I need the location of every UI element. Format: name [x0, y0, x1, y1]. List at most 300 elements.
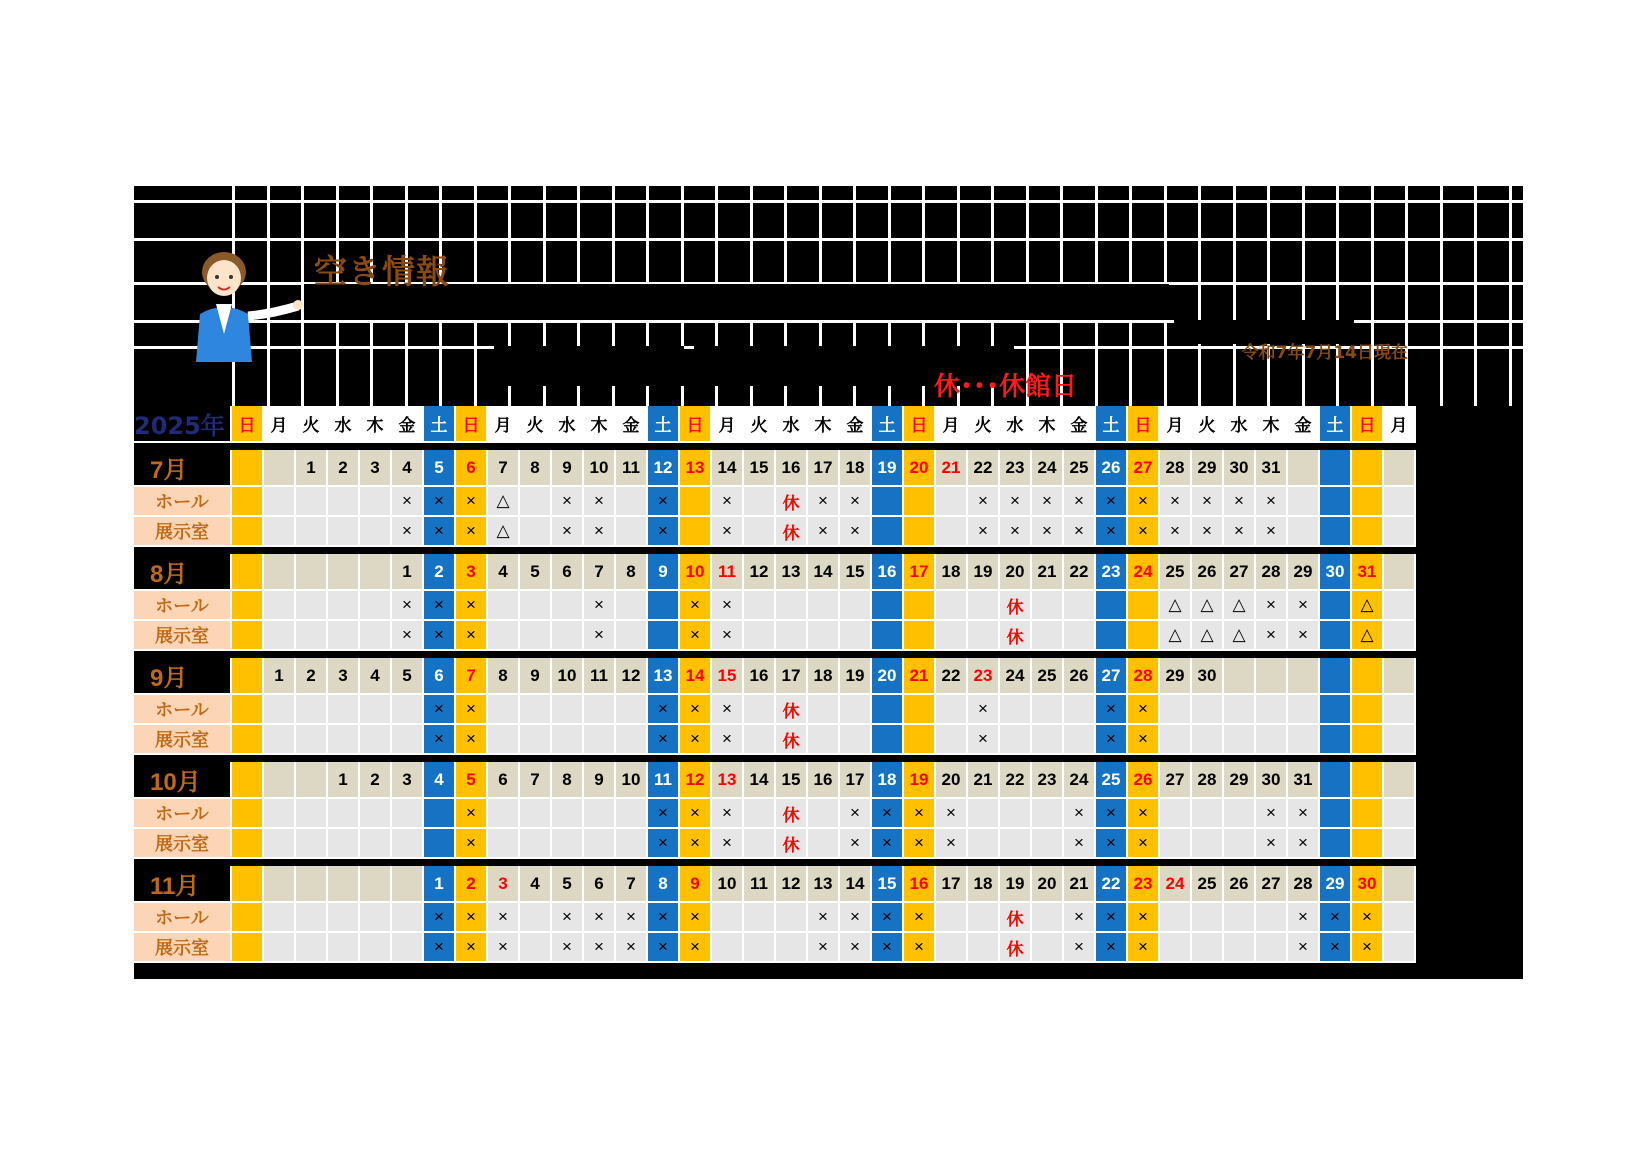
- date-cell: 23: [1128, 866, 1160, 903]
- availability-cell: △: [488, 487, 520, 517]
- availability-cell: ×: [1256, 591, 1288, 621]
- availability-cell: [936, 725, 968, 755]
- date-cell: 21: [936, 450, 968, 487]
- weekday-header: 月: [1384, 406, 1416, 443]
- availability-cell: ×: [584, 933, 616, 963]
- date-cell: 19: [968, 554, 1000, 591]
- date-cell: 30: [1256, 762, 1288, 799]
- availability-cell: ×: [904, 933, 936, 963]
- date-cell: [1352, 762, 1384, 799]
- availability-cell: [808, 829, 840, 859]
- month-label: 11月: [134, 866, 232, 903]
- staff-illustration: [186, 244, 306, 364]
- availability-cell: △: [1352, 621, 1384, 651]
- date-cell: 9: [552, 450, 584, 487]
- month-date-row: [134, 762, 1416, 799]
- date-cell: 18: [808, 658, 840, 695]
- availability-cell: ×: [1352, 903, 1384, 933]
- hall-row-label: ホール: [134, 903, 232, 933]
- date-cell: 22: [1096, 866, 1128, 903]
- availability-cell: [520, 695, 552, 725]
- availability-cell: ×: [1064, 829, 1096, 859]
- availability-cell: [808, 695, 840, 725]
- date-cell: 15: [840, 554, 872, 591]
- availability-cell: ×: [648, 933, 680, 963]
- availability-cell: [744, 591, 776, 621]
- date-cell: 31: [1352, 554, 1384, 591]
- date-cell: [1288, 658, 1320, 695]
- date-cell: [328, 866, 360, 903]
- month-label: 7月: [134, 450, 232, 487]
- availability-cell: [1384, 487, 1416, 517]
- availability-cell: [904, 517, 936, 547]
- availability-cell: ×: [968, 517, 1000, 547]
- month-date-row: [134, 658, 1416, 695]
- month-separator: [134, 859, 1416, 866]
- date-cell: 24: [1160, 866, 1192, 903]
- availability-cell: ×: [680, 695, 712, 725]
- weekday-header: 金: [392, 406, 424, 443]
- availability-cell: [744, 933, 776, 963]
- availability-cell: [1288, 487, 1320, 517]
- availability-cell: ×: [712, 695, 744, 725]
- availability-cell: [1384, 903, 1416, 933]
- date-cell: 17: [776, 658, 808, 695]
- date-cell: 3: [456, 554, 488, 591]
- availability-cell: [1160, 933, 1192, 963]
- availability-cell: ×: [616, 903, 648, 933]
- availability-cell: [488, 829, 520, 859]
- availability-cell: [1384, 517, 1416, 547]
- exhibit-row-label: 展示室: [134, 933, 232, 963]
- availability-cell: [808, 799, 840, 829]
- availability-cell: [392, 933, 424, 963]
- weekday-header: 土: [648, 406, 680, 443]
- availability-cell: [712, 933, 744, 963]
- availability-cell: [328, 933, 360, 963]
- availability-cell: [648, 621, 680, 651]
- availability-cell: [296, 799, 328, 829]
- availability-cell: [968, 799, 1000, 829]
- availability-cell: 休: [776, 487, 808, 517]
- date-cell: 9: [680, 866, 712, 903]
- availability-cell: [1128, 591, 1160, 621]
- availability-cell: [1352, 517, 1384, 547]
- availability-cell: ×: [1256, 621, 1288, 651]
- availability-cell: ×: [1288, 621, 1320, 651]
- date-cell: 5: [424, 450, 456, 487]
- separator-cell: [134, 547, 1416, 554]
- availability-cell: [488, 799, 520, 829]
- availability-cell: [232, 933, 264, 963]
- availability-cell: [744, 487, 776, 517]
- hall-row-label: ホール: [134, 487, 232, 517]
- availability-cell: ×: [456, 517, 488, 547]
- date-cell: 8: [520, 450, 552, 487]
- availability-cell: [872, 621, 904, 651]
- availability-cell: [328, 621, 360, 651]
- availability-cell: ×: [392, 487, 424, 517]
- weekday-header: 水: [1224, 406, 1256, 443]
- date-cell: 4: [424, 762, 456, 799]
- availability-cell: [936, 517, 968, 547]
- availability-cell: [1032, 933, 1064, 963]
- date-cell: 29: [1320, 866, 1352, 903]
- date-cell: 1: [296, 450, 328, 487]
- hall-availability-row: [134, 695, 1416, 725]
- availability-cell: [328, 487, 360, 517]
- date-cell: 9: [520, 658, 552, 695]
- availability-cell: [1320, 621, 1352, 651]
- date-cell: 16: [744, 658, 776, 695]
- date-cell: 21: [904, 658, 936, 695]
- date-cell: [360, 554, 392, 591]
- availability-cell: [968, 829, 1000, 859]
- date-cell: [1256, 658, 1288, 695]
- availability-cell: [1064, 591, 1096, 621]
- availability-cell: [616, 725, 648, 755]
- availability-cell: [264, 933, 296, 963]
- availability-cell: [840, 695, 872, 725]
- availability-cell: [1032, 621, 1064, 651]
- availability-cell: ×: [424, 487, 456, 517]
- availability-cell: [264, 695, 296, 725]
- date-cell: 4: [392, 450, 424, 487]
- availability-cell: [680, 487, 712, 517]
- availability-cell: [520, 725, 552, 755]
- availability-cell: [520, 517, 552, 547]
- availability-cell: [488, 621, 520, 651]
- availability-cell: 休: [776, 725, 808, 755]
- availability-cell: ×: [1128, 517, 1160, 547]
- availability-cell: [296, 695, 328, 725]
- availability-cell: ×: [1096, 695, 1128, 725]
- weekday-header: 水: [328, 406, 360, 443]
- availability-cell: ×: [904, 829, 936, 859]
- availability-cell: ×: [1128, 799, 1160, 829]
- availability-cell: 休: [1000, 933, 1032, 963]
- date-cell: 15: [776, 762, 808, 799]
- availability-cell: [232, 799, 264, 829]
- availability-cell: 休: [776, 829, 808, 859]
- availability-cell: ×: [808, 487, 840, 517]
- availability-cell: ×: [1032, 487, 1064, 517]
- date-cell: 18: [968, 866, 1000, 903]
- availability-cell: ×: [1096, 517, 1128, 547]
- exhibit-row-label: 展示室: [134, 725, 232, 755]
- weekday-header: 火: [296, 406, 328, 443]
- date-cell: 14: [808, 554, 840, 591]
- date-cell: 24: [1128, 554, 1160, 591]
- availability-cell: [872, 517, 904, 547]
- date-cell: [232, 450, 264, 487]
- availability-cell: [1320, 725, 1352, 755]
- date-cell: 5: [552, 866, 584, 903]
- date-cell: 1: [328, 762, 360, 799]
- availability-cell: [552, 725, 584, 755]
- availability-cell: [360, 621, 392, 651]
- availability-cell: [584, 725, 616, 755]
- availability-cell: [552, 829, 584, 859]
- date-cell: 13: [776, 554, 808, 591]
- availability-cell: [776, 903, 808, 933]
- availability-cell: ×: [872, 799, 904, 829]
- availability-cell: ×: [936, 829, 968, 859]
- date-cell: 31: [1256, 450, 1288, 487]
- date-cell: [264, 450, 296, 487]
- availability-cell: [264, 799, 296, 829]
- availability-cell: [936, 591, 968, 621]
- availability-cell: [264, 829, 296, 859]
- availability-cell: ×: [1320, 903, 1352, 933]
- availability-cell: ×: [648, 903, 680, 933]
- availability-cell: [1096, 591, 1128, 621]
- separator-cell: [134, 651, 1416, 658]
- date-cell: 17: [936, 866, 968, 903]
- availability-cell: ×: [968, 487, 1000, 517]
- date-cell: 29: [1192, 450, 1224, 487]
- availability-cell: ×: [584, 517, 616, 547]
- availability-cell: [360, 487, 392, 517]
- availability-cell: ×: [1096, 903, 1128, 933]
- availability-cell: [1256, 695, 1288, 725]
- availability-cell: [616, 621, 648, 651]
- date-cell: 24: [1032, 450, 1064, 487]
- availability-cell: ×: [1288, 799, 1320, 829]
- hall-availability-row: [134, 591, 1416, 621]
- date-cell: 14: [744, 762, 776, 799]
- availability-cell: [1320, 487, 1352, 517]
- date-cell: [264, 866, 296, 903]
- date-cell: 2: [456, 866, 488, 903]
- availability-cell: [296, 829, 328, 859]
- availability-cell: [1352, 487, 1384, 517]
- availability-cell: [360, 829, 392, 859]
- date-cell: 20: [936, 762, 968, 799]
- date-cell: [1384, 554, 1416, 591]
- month-separator: [134, 443, 1416, 450]
- availability-cell: [488, 725, 520, 755]
- date-cell: 1: [424, 866, 456, 903]
- date-cell: 16: [872, 554, 904, 591]
- availability-cell: ×: [1160, 487, 1192, 517]
- date-cell: 2: [360, 762, 392, 799]
- availability-cell: [1288, 695, 1320, 725]
- exhibit-availability-row: [134, 933, 1416, 963]
- date-cell: 2: [424, 554, 456, 591]
- date-cell: 30: [1352, 866, 1384, 903]
- availability-cell: [232, 695, 264, 725]
- date-cell: 28: [1160, 450, 1192, 487]
- availability-cell: [936, 695, 968, 725]
- date-cell: 26: [1064, 658, 1096, 695]
- availability-cell: 休: [776, 799, 808, 829]
- date-cell: 22: [968, 450, 1000, 487]
- separator-cell: [134, 443, 1416, 450]
- weekday-header: 土: [1320, 406, 1352, 443]
- weekday-header: 木: [584, 406, 616, 443]
- date-cell: 7: [616, 866, 648, 903]
- availability-cell: [1384, 695, 1416, 725]
- availability-cell: ×: [552, 517, 584, 547]
- exhibit-row-label: 展示室: [134, 621, 232, 651]
- availability-cell: [744, 799, 776, 829]
- availability-cell: [1224, 903, 1256, 933]
- availability-cell: [328, 903, 360, 933]
- date-cell: 12: [680, 762, 712, 799]
- availability-cell: 休: [1000, 591, 1032, 621]
- availability-cell: [1384, 621, 1416, 651]
- availability-cell: ×: [552, 903, 584, 933]
- availability-cell: [1160, 799, 1192, 829]
- availability-cell: [840, 591, 872, 621]
- date-cell: 26: [1096, 450, 1128, 487]
- separator-cell: [134, 859, 1416, 866]
- availability-cell: [584, 799, 616, 829]
- hall-row-label: ホール: [134, 799, 232, 829]
- availability-cell: [424, 799, 456, 829]
- date-cell: 8: [488, 658, 520, 695]
- availability-cell: [552, 695, 584, 725]
- availability-cell: ×: [712, 725, 744, 755]
- date-cell: 29: [1224, 762, 1256, 799]
- date-cell: [1224, 658, 1256, 695]
- date-cell: 9: [648, 554, 680, 591]
- availability-cell: ×: [456, 829, 488, 859]
- availability-cell: [904, 487, 936, 517]
- availability-cell: [1384, 591, 1416, 621]
- date-cell: 14: [712, 450, 744, 487]
- date-cell: [232, 866, 264, 903]
- hall-row-label: ホール: [134, 695, 232, 725]
- availability-cell: ×: [584, 903, 616, 933]
- separator-cell: [134, 755, 1416, 762]
- availability-cell: ×: [808, 517, 840, 547]
- date-cell: 17: [904, 554, 936, 591]
- availability-cell: ×: [424, 933, 456, 963]
- availability-cell: ×: [968, 725, 1000, 755]
- date-cell: 31: [1288, 762, 1320, 799]
- date-cell: [232, 554, 264, 591]
- date-cell: [232, 658, 264, 695]
- availability-cell: △: [1192, 591, 1224, 621]
- availability-cell: [1352, 799, 1384, 829]
- availability-cell: [1000, 829, 1032, 859]
- date-cell: 4: [360, 658, 392, 695]
- availability-cell: [360, 517, 392, 547]
- availability-cell: ×: [1352, 933, 1384, 963]
- date-cell: [296, 866, 328, 903]
- availability-cell: ×: [1192, 487, 1224, 517]
- availability-cell: △: [1224, 591, 1256, 621]
- availability-cell: ×: [1128, 695, 1160, 725]
- date-cell: [1384, 762, 1416, 799]
- availability-cell: [264, 725, 296, 755]
- availability-cell: ×: [552, 933, 584, 963]
- date-cell: 6: [552, 554, 584, 591]
- availability-cell: ×: [456, 621, 488, 651]
- availability-cell: [616, 487, 648, 517]
- availability-cell: ×: [424, 903, 456, 933]
- availability-cell: ×: [1064, 487, 1096, 517]
- date-cell: 16: [776, 450, 808, 487]
- availability-cell: [232, 517, 264, 547]
- availability-cell: [1160, 829, 1192, 859]
- availability-cell: [744, 695, 776, 725]
- date-cell: 11: [712, 554, 744, 591]
- availability-cell: ×: [424, 725, 456, 755]
- availability-cell: [1192, 799, 1224, 829]
- availability-cell: ×: [1288, 903, 1320, 933]
- date-cell: 7: [456, 658, 488, 695]
- availability-cell: [1288, 725, 1320, 755]
- date-cell: 30: [1320, 554, 1352, 591]
- availability-cell: [232, 725, 264, 755]
- availability-cell: [616, 517, 648, 547]
- availability-cell: ×: [648, 725, 680, 755]
- weekday-header: 水: [776, 406, 808, 443]
- availability-cell: [1320, 517, 1352, 547]
- month-date-row: [134, 866, 1416, 903]
- availability-cell: [360, 799, 392, 829]
- date-cell: 6: [584, 866, 616, 903]
- availability-cell: [1032, 903, 1064, 933]
- weekday-header: 木: [1032, 406, 1064, 443]
- availability-cell: ×: [1128, 933, 1160, 963]
- hall-availability-row: [134, 487, 1416, 517]
- availability-cell: ×: [712, 591, 744, 621]
- availability-cell: ×: [1192, 517, 1224, 547]
- date-cell: 1: [264, 658, 296, 695]
- availability-cell: ×: [840, 829, 872, 859]
- availability-cell: [392, 695, 424, 725]
- availability-cell: [1192, 903, 1224, 933]
- availability-cell: [872, 591, 904, 621]
- availability-cell: [968, 903, 1000, 933]
- availability-cell: ×: [1128, 903, 1160, 933]
- availability-cell: [1000, 725, 1032, 755]
- weekday-header: 木: [360, 406, 392, 443]
- availability-cell: ×: [456, 487, 488, 517]
- weekday-header: 金: [616, 406, 648, 443]
- date-cell: 10: [552, 658, 584, 695]
- availability-cell: [904, 621, 936, 651]
- availability-cell: ×: [680, 621, 712, 651]
- date-cell: 13: [808, 866, 840, 903]
- availability-cell: [1256, 903, 1288, 933]
- availability-cell: [616, 695, 648, 725]
- availability-cell: △: [1224, 621, 1256, 651]
- date-cell: [232, 762, 264, 799]
- availability-cell: [872, 695, 904, 725]
- date-cell: 29: [1160, 658, 1192, 695]
- date-cell: 19: [1000, 866, 1032, 903]
- availability-cell: ×: [840, 903, 872, 933]
- availability-cell: [776, 591, 808, 621]
- date-cell: 7: [520, 762, 552, 799]
- date-cell: 26: [1128, 762, 1160, 799]
- date-cell: 19: [904, 762, 936, 799]
- date-cell: 4: [488, 554, 520, 591]
- weekday-header: 月: [488, 406, 520, 443]
- date-cell: 20: [872, 658, 904, 695]
- date-cell: 16: [808, 762, 840, 799]
- weekday-header: 木: [808, 406, 840, 443]
- weekday-header: 月: [264, 406, 296, 443]
- availability-cell: [328, 725, 360, 755]
- availability-cell: [1320, 591, 1352, 621]
- availability-cell: [1032, 829, 1064, 859]
